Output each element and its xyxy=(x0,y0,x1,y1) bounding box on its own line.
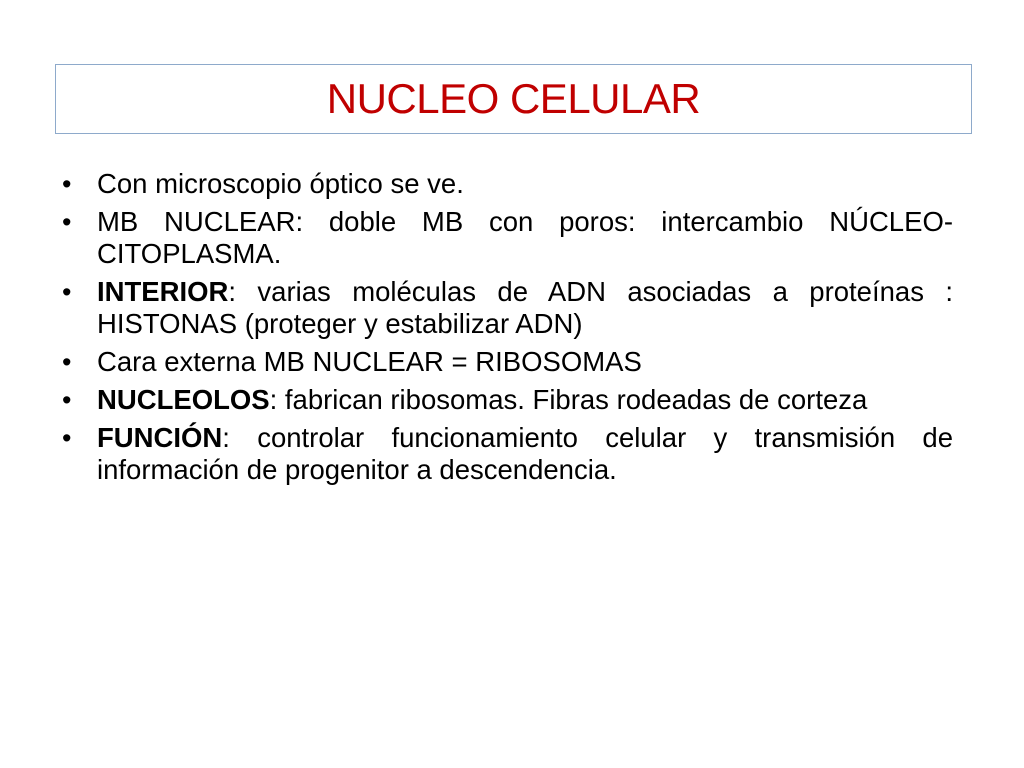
bullet-item xyxy=(62,384,953,416)
bullet-icon: • xyxy=(62,347,72,377)
bullet-bold-text: FUNCIÓN xyxy=(97,422,223,453)
bullet-bold-text: INTERIOR xyxy=(97,276,229,307)
bullet-text: Con microscopio óptico se ve. xyxy=(97,168,464,199)
bullet-icon: • xyxy=(62,423,72,453)
bullet-item xyxy=(62,168,953,200)
slide-title: NUCLEO CELULAR xyxy=(326,75,701,122)
bullet-icon: • xyxy=(62,169,72,199)
bullet-icon: • xyxy=(62,385,72,415)
bullet-text: : varias moléculas de ADN asociadas a proteínas : HISTONAS (proteger y estabilizar ADN) xyxy=(97,276,953,339)
bullet-bold-text: NUCLEOLOS xyxy=(97,384,270,415)
bullet-item xyxy=(62,276,953,340)
bullet-item xyxy=(62,206,953,270)
bullet-list xyxy=(62,168,953,492)
bullet-icon: • xyxy=(62,277,72,307)
bullet-item xyxy=(62,422,953,486)
bullet-item xyxy=(62,346,953,378)
title-box xyxy=(55,64,972,134)
bullet-text: MB NUCLEAR: doble MB con poros: intercambio NÚCLEO-CITOPLASMA. xyxy=(97,206,953,269)
bullet-text: Cara externa MB NUCLEAR = RIBOSOMAS xyxy=(97,346,642,377)
bullet-text: : fabrican ribosomas. Fibras rodeadas de corteza xyxy=(269,384,868,415)
bullet-text: : controlar funcionamiento celular y transmisión de información de progenitor a descendencia. xyxy=(97,422,953,485)
bullet-icon: • xyxy=(62,207,72,237)
